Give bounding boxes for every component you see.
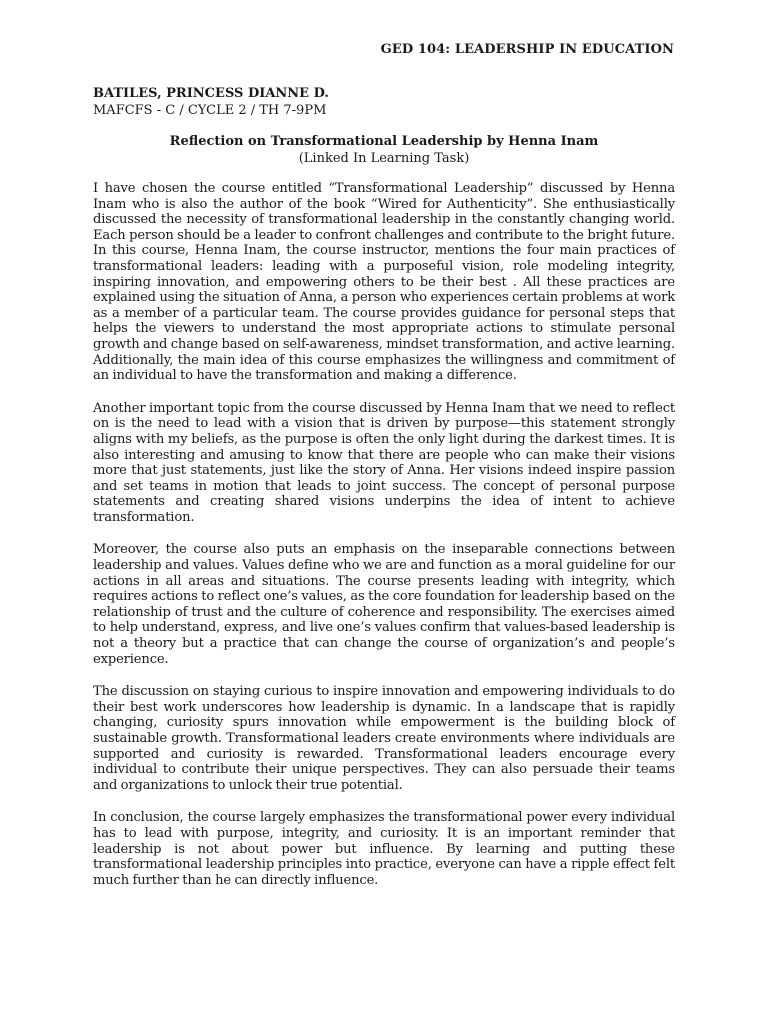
- paragraph-4: The discussion on staying curious to inspire innovation and empowering individuals to do their best work underscores how leadership is dynamic. In a landscape that is rapidly changing, curiosity spurs innovation while empowerment is the building block of sustainable growth. Transformational leaders create environments where individuals are supported and curiosity is rewarded. Transformational leaders encourage every individual to contribute their unique perspectives. They can also persuade their teams and organizations to unlock their true potential.: [93, 684, 675, 793]
- paragraph-2: Another important topic from the course discussed by Henna Inam that we need to reflect on is the need to lead with a vision that is driven by purpose—this statement strongly aligns with my beliefs, as the purpose is often the only light during the darkest times. It is also interesting and amusing to know that there are people who can make their visions more that just statements, just like the story of Anna. Her visions indeed inspire passion and set teams in motion that leads to joint success. The concept of personal purpose statements and creating shared visions underpins the idea of intent to achieve transformation.: [93, 400, 675, 525]
- paragraph-3: Moreover, the course also puts an emphasis on the inseparable connections between leadership and values. Values define who we are and function as a moral guideline for our actions in all areas and situations. The course presents leading with integrity, which requires actions to reflect one’s values, as the core foundation for leadership based on the relationship of trust and the culture of coherence and responsibility. The exercises aimed to help understand, express, and live one’s values confirm that values-based leadership is not a theory but a practice that can change the course of organization’s and people’s experience.: [93, 542, 675, 667]
- document-subtitle: (Linked In Learning Task): [298, 151, 470, 166]
- document-body: [93, 181, 675, 905]
- paragraph-5: In conclusion, the course largely emphasizes the transformational power every individual has to lead with purpose, integrity, and curiosity. It is an important reminder that leadership is not about power but influence. By learning and putting these transformational leadership principles into practice, everyone can have a ripple effect felt much further than he can directly influence.: [93, 810, 675, 888]
- paragraph-1: I have chosen the course entitled “Transformational Leadership” discussed by Henna Inam who is also the author of the book “Wired for Authenticity”. She enthusiastically discussed the necessity of transformational leadership in the constantly changing world. Each person should be a leader to confront challenges and contribute to the bright future. In this course, Henna Inam, the course instructor, mentions the four main practices of transformational leaders: leading with a purposeful vision, role modeling integrity, inspiring innovation, and empowering others to be their best . All these practices are explained using the situation of Anna, a person who experiences certain problems at work as a member of a particular team. The course provides guidance for personal steps that helps the viewers to understand the most appropriate actions to stimulate personal growth and change based on self-awareness, mindset transformation, and active learning. Additionally, the main idea of this course emphasizes the willingness and commitment of an individual to have the transformation and making a difference.: [93, 181, 675, 384]
- student-name: BATILES, PRINCESS DIANNE D.: [93, 86, 329, 101]
- course-header: GED 104: LEADERSHIP IN EDUCATION: [380, 42, 674, 57]
- student-section: MAFCFS - C / CYCLE 2 / TH 7-9PM: [93, 103, 327, 118]
- document-title: Reflection on Transformational Leadership by Henna Inam: [169, 134, 599, 149]
